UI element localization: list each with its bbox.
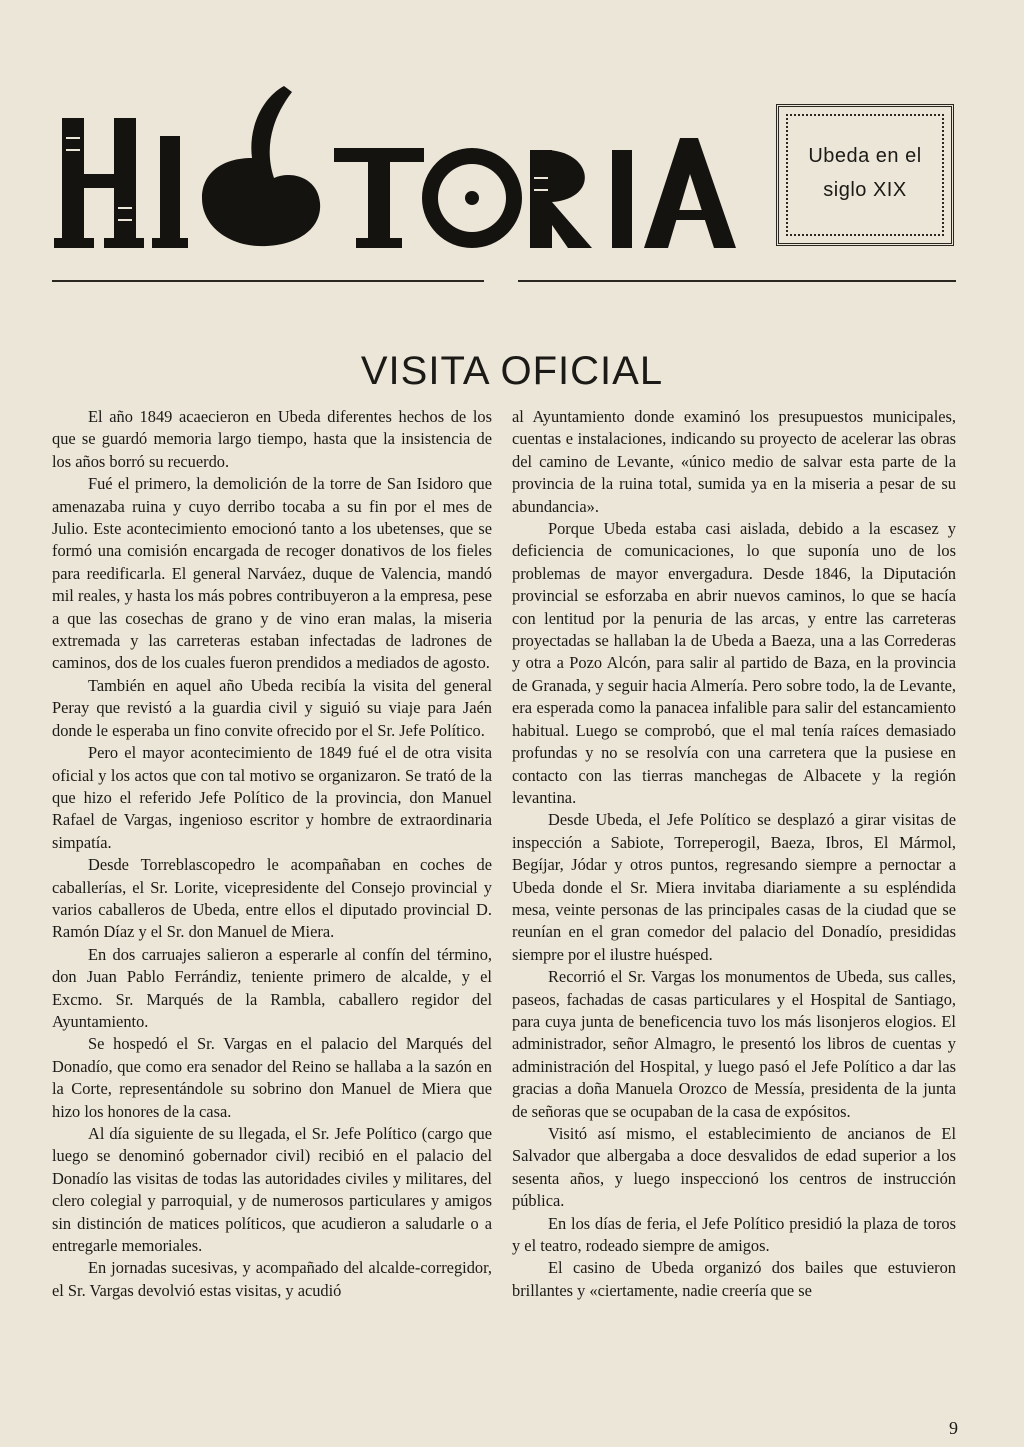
paragraph: Porque Ubeda estaba casi aislada, debido a la escasez y deficiencia de comunicaciones, lo que suponía uno de los problemas de mayor envergadura. Desde 1846, la Diputación provincial se esforzaba en abrir nuevos caminos, lo que se hacía con lentitud por la penuria de las arcas, y entre las carreteras proyectadas se hallaban la de Ubeda a Baeza, una a las Correderas y otra a Pozo Alcón, para salir al partido de Baza, en la provincia de Granada, y seguir hacia Almería. Pero sobre todo, la de Levante, era esperada como la panacea infalible para salir del estancamiento habitual. Luego se comprobó, que el mal tenía raíces demasiado profundas y no se resolvía con una carretera que la pusiese en contacto con las tierras manchegas de Albacete y la región levantina. — [512, 519, 956, 807]
section-label-line2: siglo XIX — [823, 179, 907, 201]
historia-masthead-logo — [52, 78, 742, 268]
article-column-left — [52, 406, 492, 1302]
paragraph: También en aquel año Ubeda recibía la visita del general Peray que revistó a la guardia civil y siguió su viaje para Jaén donde le esperaba un fino convite ofrecido por el Sr. Jefe Político. — [52, 675, 492, 740]
article-column-right — [512, 406, 956, 1302]
paragraph: El casino de Ubeda organizó dos bailes que estuvieron brillantes y «ciertamente, nadie creería que se — [512, 1258, 956, 1300]
paragraph: Fué el primero, la demolición de la torre de San Isidoro que amenazaba ruina y cuyo derribo tocaba a su fin por el mes de Julio. Este acontecimiento emocionó tanto a los ubetenses, que se formó una comisión encargada de recoger donativos de los fieles para reedificarla. El general Narváez, duque de Valencia, mandó mil reales, y hasta los más pobres contribuyeron a la empresa, pese a que las cosechas de grano y de vino eran malas, la miseria extremada y las carreteras estaban infectadas de ladrones de caminos, dos de los cuales fueron prendidos a mediados de agosto. — [52, 474, 492, 673]
header-rule-left — [52, 280, 484, 282]
paragraph-continuation: al Ayuntamiento donde examinó los presupuestos municipales, cuentas e instalaciones, indicando su proyecto de acelerar las obras del camino de Levante, «único medio de salvar esta parte de la provincia de la ruina total, sumida ya en la miseria a pesar de su abundancia». — [512, 407, 956, 516]
masthead-lettering — [52, 78, 742, 268]
paragraph: Desde Ubeda, el Jefe Político se desplazó a girar visitas de inspección a Sabiote, Torreperogil, Baeza, Ibros, El Mármol, Begíjar, Jódar y otros puntos, regresando siempre a pernoctar a Ubeda donde el Sr. Miera invitaba diariamente a su espléndida mesa, veinte personas de las principales casas de la ciudad que se reunían en el gran comedor del palacio del Donadío, presididas siempre por el ilustre huésped. — [512, 810, 956, 964]
section-label-box — [776, 104, 954, 246]
paragraph: Recorrió el Sr. Vargas los monumentos de Ubeda, sus calles, paseos, fachadas de casas particulares y el Hospital de Santiago, para cuya junta de beneficencia tuvo los más lisonjeros elogios. El administrador, señor Almagro, le presentó los libros de cuentas y administración del Hospital, y luego pasó el Jefe Político a dar las gracias a doña Manuela Orozco de Messía, presidenta de la junta de señoras que se ocupaban de la casa de expósitos. — [512, 967, 956, 1121]
paragraph: El año 1849 acaecieron en Ubeda diferentes hechos de los que se guardó memoria largo tiempo, hasta que la insistencia de los años borró su recuerdo. — [52, 407, 492, 471]
paragraph: En jornadas sucesivas, y acompañado del alcalde-corregidor, el Sr. Vargas devolvió estas visitas, y acudió — [52, 1258, 492, 1300]
section-label-line1: Ubeda en el — [808, 145, 922, 167]
paragraph: En dos carruajes salieron a esperarle al confín del término, don Juan Pablo Ferrándiz, teniente primero de alcalde, y el Excmo. Sr. Marqués de la Rambla, caballero regidor del Ayuntamiento. — [52, 944, 492, 1031]
page-number: 9 — [949, 1418, 958, 1438]
article-title: VISITA OFICIAL — [360, 348, 664, 393]
paragraph: Se hospedó el Sr. Vargas en el palacio del Marqués del Donadío, que como era senador del Reino se hallaba a la sazón en la Corte, representándole su sobrino don Manuel de Miera que hizo los honores de la casa. — [52, 1034, 492, 1121]
paragraph: Desde Torreblascopedro le acompañaban en coches de caballerías, el Sr. Lorite, vicepresidente del Consejo provincial y varios caballeros de Ubeda, entre ellos el diputado provincial D. Ramón Díaz y el Sr. don Manuel de Miera. — [52, 855, 492, 942]
paragraph: En los días de feria, el Jefe Político presidió la plaza de toros y el teatro, rodeado siempre de amigos. — [512, 1213, 956, 1256]
paragraph: Pero el mayor acontecimiento de 1849 fué el de otra visita oficial y los actos que con tal motivo se organizaron. Se trató de la que hizo el referido Jefe Político de la provincia, don Manuel Rafael de Vargas, ingenioso escritor y hombre de extraordinaria simpatía. — [52, 743, 492, 852]
section-label-inner-border — [786, 114, 944, 236]
paragraph: Visitó así mismo, el establecimiento de ancianos de El Salvador que albergaba a doce desvalidos de edad superior a los sesenta años, y luego inspeccionó los centros de instrucción pública. — [512, 1124, 956, 1211]
header-rule-right — [518, 280, 956, 282]
paragraph: Al día siguiente de su llegada, el Sr. Jefe Político (cargo que luego se denominó gobernador civil) recibió en el palacio del Donadío las visitas de todas las autoridades civiles y militares, del clero colegial y parroquial, y de numerosos particulares y amigos sin distinción de matices políticos, que acudieron a saludarle o a entregarle memoriales. — [52, 1124, 492, 1256]
